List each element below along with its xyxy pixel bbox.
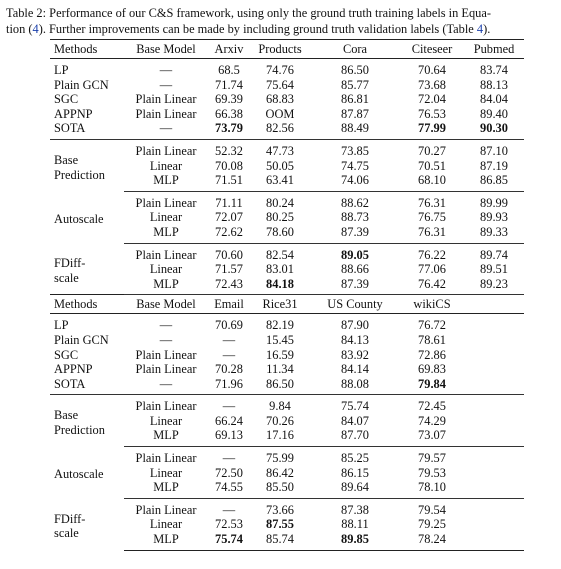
value-cell: 89.40 [480,106,508,121]
value-cell: 84.14 [341,362,369,377]
method-label-line: Base [54,408,79,423]
value-cell: 86.85 [464,173,524,191]
method-cell: SGC [54,92,79,107]
value-cell: 90.30 [464,121,524,139]
value-cell: 52.32 [215,143,243,158]
value-cell [464,517,524,532]
value-cell: 73.07 [400,428,464,446]
value-cell: 69.39 [215,92,243,107]
row-group [50,191,524,243]
table-row [50,139,524,158]
base-model-cell: Linear [149,517,183,532]
value-cell: — [222,451,236,466]
value-cell: 89.51 [480,262,508,277]
table-row [50,243,524,262]
value-cell: 79.57 [418,451,446,466]
column-header: Base Model [124,295,208,314]
value-cell: 83.74 [480,63,508,77]
value-cell: 89.33 [464,225,524,243]
value-cell: 70.69 [215,318,243,333]
value-cell: 70.27 [418,143,446,158]
value-cell: 79.54 [418,502,446,517]
base-model-cell: — [124,377,208,395]
value-cell: 71.96 [208,377,250,395]
table-row [50,191,524,210]
value-cell [464,414,524,429]
column-header: Email [208,295,250,314]
header-row [50,295,524,314]
base-model-cell: Plain Linear [135,451,197,466]
table-row [50,362,524,377]
header-row [50,40,524,59]
value-cell: 47.73 [266,143,294,158]
value-cell: 73.66 [266,502,294,517]
value-cell: 88.08 [310,377,400,395]
value-cell: 79.53 [418,465,446,480]
value-cell: 76.75 [418,210,446,225]
results-table [50,39,524,551]
value-cell: 79.25 [418,517,446,532]
equation-ref-link[interactable]: 4 [32,22,39,36]
caption-text-2: tion ( [6,22,33,36]
value-cell: 89.93 [480,210,508,225]
base-model-cell: Linear [149,465,183,480]
table1-header [50,40,524,59]
value-cell: 85.77 [341,77,369,92]
value-cell [464,348,524,363]
value-cell: 73.85 [341,143,369,158]
method-cell: APPNP [54,106,93,121]
base-model-cell: Plain Linear [135,502,197,517]
method-cell [50,243,124,295]
value-cell [464,447,524,466]
row-group [50,243,524,295]
value-cell: 17.16 [250,428,310,446]
value-cell: — [222,347,236,362]
table-row [50,498,524,517]
base-model-cell: MLP [124,277,208,295]
method-label-line: Autoscale [54,467,104,482]
value-cell: — [222,502,236,517]
value-cell: 68.5 [218,63,240,77]
method-cell: SGC [54,347,79,362]
value-cell: 70.51 [418,158,446,173]
base-model-cell: — [159,63,173,77]
table-row [50,107,524,122]
value-cell [464,395,524,414]
value-cell: 74.55 [208,480,250,498]
value-cell [464,480,524,498]
method-label-line: FDiff- [54,511,86,526]
column-header: Arxiv [208,40,250,59]
value-cell: 88.62 [341,195,369,210]
value-cell: 73.68 [418,77,446,92]
base-model-cell: — [124,121,208,139]
value-cell: 66.38 [215,106,243,121]
value-cell: 84.07 [341,413,369,428]
value-cell: 70.60 [215,247,243,262]
value-cell: 88.73 [341,210,369,225]
method-label-line: Prediction [54,167,105,182]
method-cell: SOTA [50,377,124,395]
value-cell: 87.55 [266,517,294,532]
value-cell: 82.54 [266,247,294,262]
value-cell: 87.87 [341,106,369,121]
base-model-cell: — [159,77,173,92]
base-model-cell: MLP [124,173,208,191]
method-label-line: Prediction [54,422,105,437]
base-model-cell: Plain Linear [135,195,197,210]
column-header: Products [250,40,310,59]
method-cell: Plain GCN [54,77,109,92]
base-model-cell: Plain Linear [135,362,197,377]
value-cell [464,362,524,377]
value-cell: 70.28 [215,362,243,377]
value-cell: 75.74 [208,532,250,550]
value-cell: 78.10 [400,480,464,498]
base-model-cell: — [159,332,173,347]
value-cell: 72.43 [208,277,250,295]
column-header: Cora [310,40,400,59]
value-cell: 78.60 [250,225,310,243]
value-cell: 50.05 [266,158,294,173]
method-label-line: Base [54,153,79,168]
value-cell: 86.81 [341,92,369,107]
method-cell: APPNP [54,362,93,377]
method-label-line: Autoscale [54,211,104,226]
table-row [50,59,524,78]
base-model-cell: Plain Linear [135,399,197,414]
value-cell: 87.90 [341,318,369,333]
value-cell: 74.76 [266,63,294,77]
table-row [50,314,524,333]
value-cell [464,532,524,550]
base-model-cell: MLP [124,480,208,498]
value-cell: — [222,332,236,347]
base-model-cell: Linear [149,413,183,428]
method-label-line: scale [54,526,79,541]
method-label-line: scale [54,270,79,285]
value-cell: 72.53 [215,517,243,532]
value-cell: 85.74 [250,532,310,550]
value-cell: 87.39 [310,277,400,295]
base-model-cell: Plain Linear [135,247,197,262]
value-cell: 87.19 [480,158,508,173]
method-cell: SOTA [50,121,124,139]
method-cell: LP [54,318,69,333]
base-model-cell: Plain Linear [135,347,197,362]
column-header: Citeseer [400,40,464,59]
value-cell: 76.42 [400,277,464,295]
value-cell: 72.50 [215,465,243,480]
base-model-cell: Linear [149,262,183,277]
value-cell: 89.99 [480,195,508,210]
method-cell [50,139,124,191]
value-cell: 63.41 [250,173,310,191]
value-cell: 71.74 [215,77,243,92]
caption-text-4: ). [483,22,491,36]
row-group [50,314,524,395]
row-group [50,139,524,191]
value-cell: 70.08 [215,158,243,173]
value-cell: 87.38 [341,502,369,517]
column-header: Rice31 [250,295,310,314]
base-model-cell: Plain Linear [135,106,197,121]
method-cell [50,395,124,447]
value-cell: 89.64 [310,480,400,498]
table-caption [6,5,554,37]
table-row [50,333,524,348]
table-row [50,92,524,107]
value-cell: 77.99 [400,121,464,139]
value-cell: 76.72 [418,318,446,333]
value-cell: 82.19 [266,318,294,333]
value-cell: 71.57 [215,262,243,277]
value-cell [464,428,524,446]
table-row [50,395,524,414]
value-cell: 11.34 [266,362,294,377]
value-cell: 69.13 [208,428,250,446]
method-cell [50,498,124,550]
value-cell [464,314,524,333]
value-cell: 15.45 [266,332,294,347]
table-row [50,447,524,466]
value-cell: 86.50 [250,377,310,395]
column-header: Methods [50,295,124,314]
value-cell: 76.22 [418,247,446,262]
column-header [464,295,524,314]
value-cell: 84.18 [250,277,310,295]
value-cell: OOM [265,106,295,121]
table-row [50,78,524,93]
value-cell: 78.61 [418,332,446,347]
value-cell: 69.83 [418,362,446,377]
base-model-cell: — [159,318,173,333]
value-cell: 75.99 [266,451,294,466]
value-cell: 71.51 [208,173,250,191]
value-cell: 9.84 [269,399,291,414]
value-cell: 74.29 [418,413,446,428]
value-cell: 88.11 [341,517,369,532]
value-cell: 16.59 [266,347,294,362]
method-cell: LP [54,63,69,77]
column-header: wikiCS [400,295,464,314]
value-cell: 84.13 [341,332,369,347]
table-ref-link[interactable]: 4 [476,22,484,36]
base-model-cell: MLP [124,225,208,243]
value-cell: 75.74 [341,399,369,414]
value-cell: 73.79 [208,121,250,139]
value-cell: 89.85 [310,532,400,550]
value-cell: 84.04 [480,92,508,107]
column-header: Base Model [124,40,208,59]
value-cell: 76.31 [418,195,446,210]
row-group [50,447,524,499]
value-cell: 76.31 [400,225,464,243]
table-row [50,121,524,139]
value-cell: 88.66 [341,262,369,277]
value-cell: 72.45 [418,399,446,414]
value-cell: 66.24 [215,413,243,428]
base-model-cell: Linear [149,158,183,173]
value-cell: 83.92 [341,347,369,362]
column-header: US County [310,295,400,314]
value-cell: 86.15 [341,465,369,480]
value-cell: 74.06 [310,173,400,191]
row-group [50,395,524,447]
value-cell: 86.50 [341,63,369,77]
value-cell: 80.25 [266,210,294,225]
value-cell: 87.70 [310,428,400,446]
value-cell: 76.53 [418,106,446,121]
value-cell: 89.74 [480,247,508,262]
base-model-cell: Linear [149,210,183,225]
value-cell: 70.26 [266,413,294,428]
value-cell: 89.23 [464,277,524,295]
base-model-cell: MLP [124,428,208,446]
value-cell: 68.83 [266,92,294,107]
column-header: Pubmed [464,40,524,59]
value-cell: 83.01 [266,262,294,277]
value-cell: 88.49 [310,121,400,139]
value-cell: 72.86 [418,347,446,362]
value-cell: 86.42 [266,465,294,480]
value-cell: 85.50 [250,480,310,498]
base-model-cell: MLP [124,532,208,550]
caption-text-3: ). Further improvements can be made by including ground truth validation labels (Table [38,22,477,36]
value-cell: 80.24 [266,195,294,210]
value-cell: 79.84 [400,377,464,395]
value-cell: 74.75 [341,158,369,173]
method-label-line: FDiff- [54,256,86,271]
value-cell: 70.64 [418,63,446,77]
value-cell: 72.62 [208,225,250,243]
value-cell: 89.05 [341,247,369,262]
value-cell: 75.64 [266,77,294,92]
value-cell: 72.07 [215,210,243,225]
value-cell [464,333,524,348]
base-model-cell: Plain Linear [135,143,197,158]
table-row [50,377,524,395]
value-cell: 88.13 [480,77,508,92]
value-cell: 71.11 [215,195,243,210]
value-cell: 68.10 [400,173,464,191]
method-cell [50,191,124,243]
value-cell: 85.25 [341,451,369,466]
table-row [50,348,524,363]
method-cell: Plain GCN [54,332,109,347]
value-cell: 77.06 [418,262,446,277]
row-group [50,59,524,140]
value-cell: 87.39 [310,225,400,243]
column-header: Methods [50,40,124,59]
value-cell: — [222,399,236,414]
caption-text-1: Table 2: Performance of our C&S framework, using only the ground truth training labels in Equa- [6,6,492,20]
table2-header [50,295,524,314]
value-cell [464,498,524,517]
value-cell: 87.10 [480,143,508,158]
value-cell [464,466,524,481]
base-model-cell: Plain Linear [135,92,197,107]
method-cell [50,447,124,499]
row-group [50,498,524,550]
value-cell: 72.04 [418,92,446,107]
value-cell: 82.56 [250,121,310,139]
value-cell: 78.24 [400,532,464,550]
value-cell [464,377,524,395]
